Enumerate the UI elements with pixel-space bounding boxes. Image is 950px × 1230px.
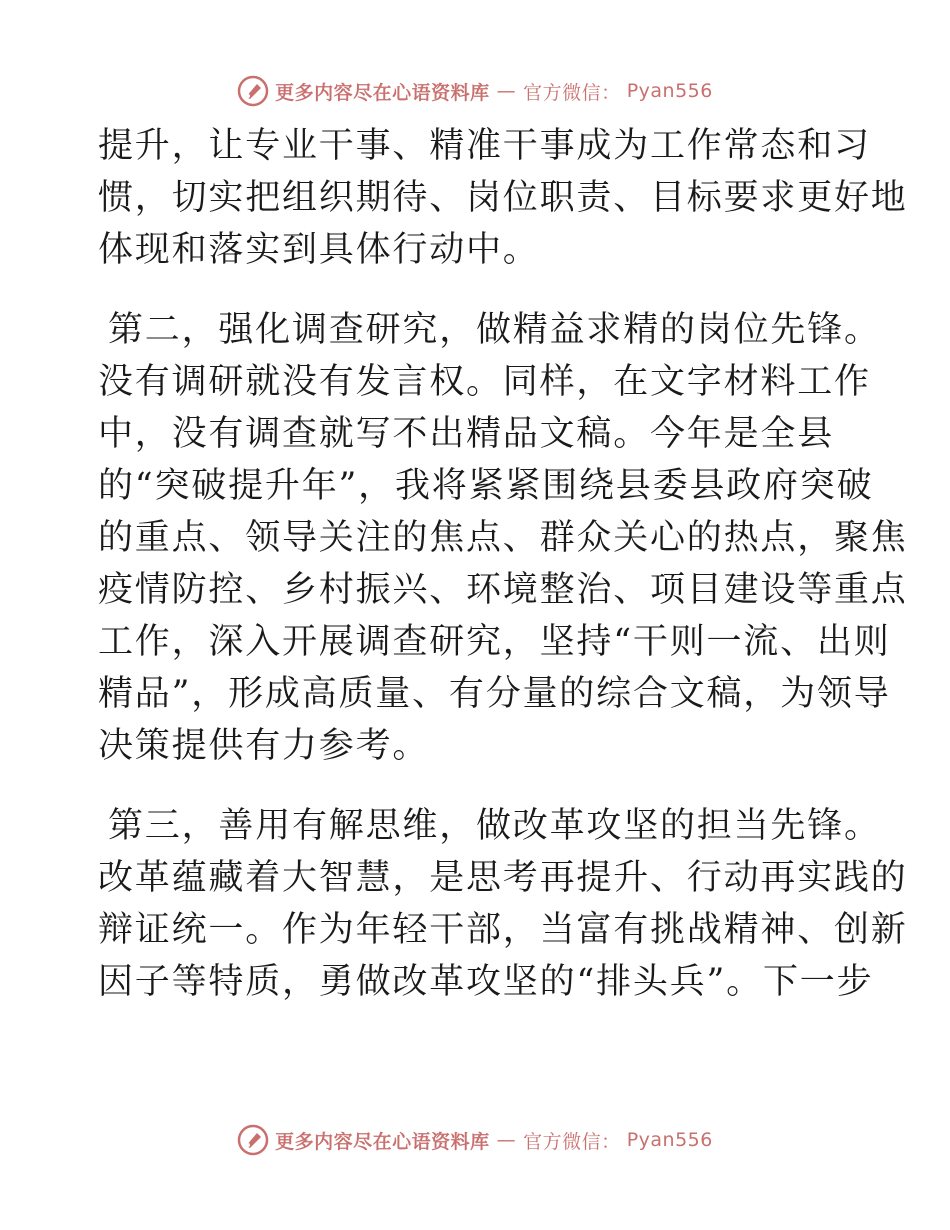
text-line: 工作，深入开展调查研究，坚持“干则一流、出则 <box>98 622 891 662</box>
text-line: 提升，让专业干事、精准干事成为工作常态和习 <box>98 126 871 166</box>
watermark-brand: 更多内容尽在心语资料库 <box>275 1130 490 1153</box>
text-line: 中，没有调查就写不出精品文稿。今年是全县 <box>98 414 835 454</box>
text-line: 决策提供有力参考。 <box>98 726 430 766</box>
section-heading-second: 第二，强化调查研究，做精益求精的岗位先锋。 <box>108 310 881 350</box>
text-line: 因子等特质，勇做改革攻坚的“排头兵”。下一步 <box>98 962 874 1002</box>
section-heading-third: 第三，善用有解思维，做改革攻坚的担当先锋。 <box>108 806 881 846</box>
watermark-brand: 更多内容尽在心语资料库 <box>275 81 490 104</box>
text-line: 惯，切实把组织期待、岗位职责、目标要求更好地 <box>98 178 908 218</box>
text-line: 疫情防控、乡村振兴、环境整治、项目建设等重点 <box>98 570 908 610</box>
watermark-official-label: 官方微信： <box>523 1130 621 1153</box>
watermark-separator: — <box>496 1129 517 1151</box>
header-watermark <box>0 71 950 111</box>
text-line: 辩证统一。作为年轻干部，当富有挑战精神、创新 <box>98 910 908 950</box>
text-line: 体现和落实到具体行动中。 <box>98 230 540 270</box>
document-body <box>98 120 908 1008</box>
text-line: 的重点、领导关注的焦点、群众关心的热点，聚焦 <box>98 518 908 558</box>
pen-nib-logo-icon <box>237 75 269 107</box>
watermark-official-label: 官方微信： <box>523 81 621 104</box>
watermark-wechat-id: Pyan556 <box>626 80 713 102</box>
text-line: 的“突破提升年”，我将紧紧围绕县委县政府突破 <box>98 466 874 506</box>
pen-nib-logo-icon <box>237 1124 269 1156</box>
text-line: 改革蕴藏着大智慧，是思考再提升、行动再实践的 <box>98 858 908 898</box>
watermark-wechat-id: Pyan556 <box>626 1129 713 1151</box>
text-line: 精品”，形成高质量、有分量的综合文稿，为领导 <box>98 674 891 714</box>
text-line: 没有调研就没有发言权。同样，在文字材料工作 <box>98 362 871 402</box>
watermark-separator: — <box>496 80 517 102</box>
footer-watermark <box>0 1120 950 1160</box>
